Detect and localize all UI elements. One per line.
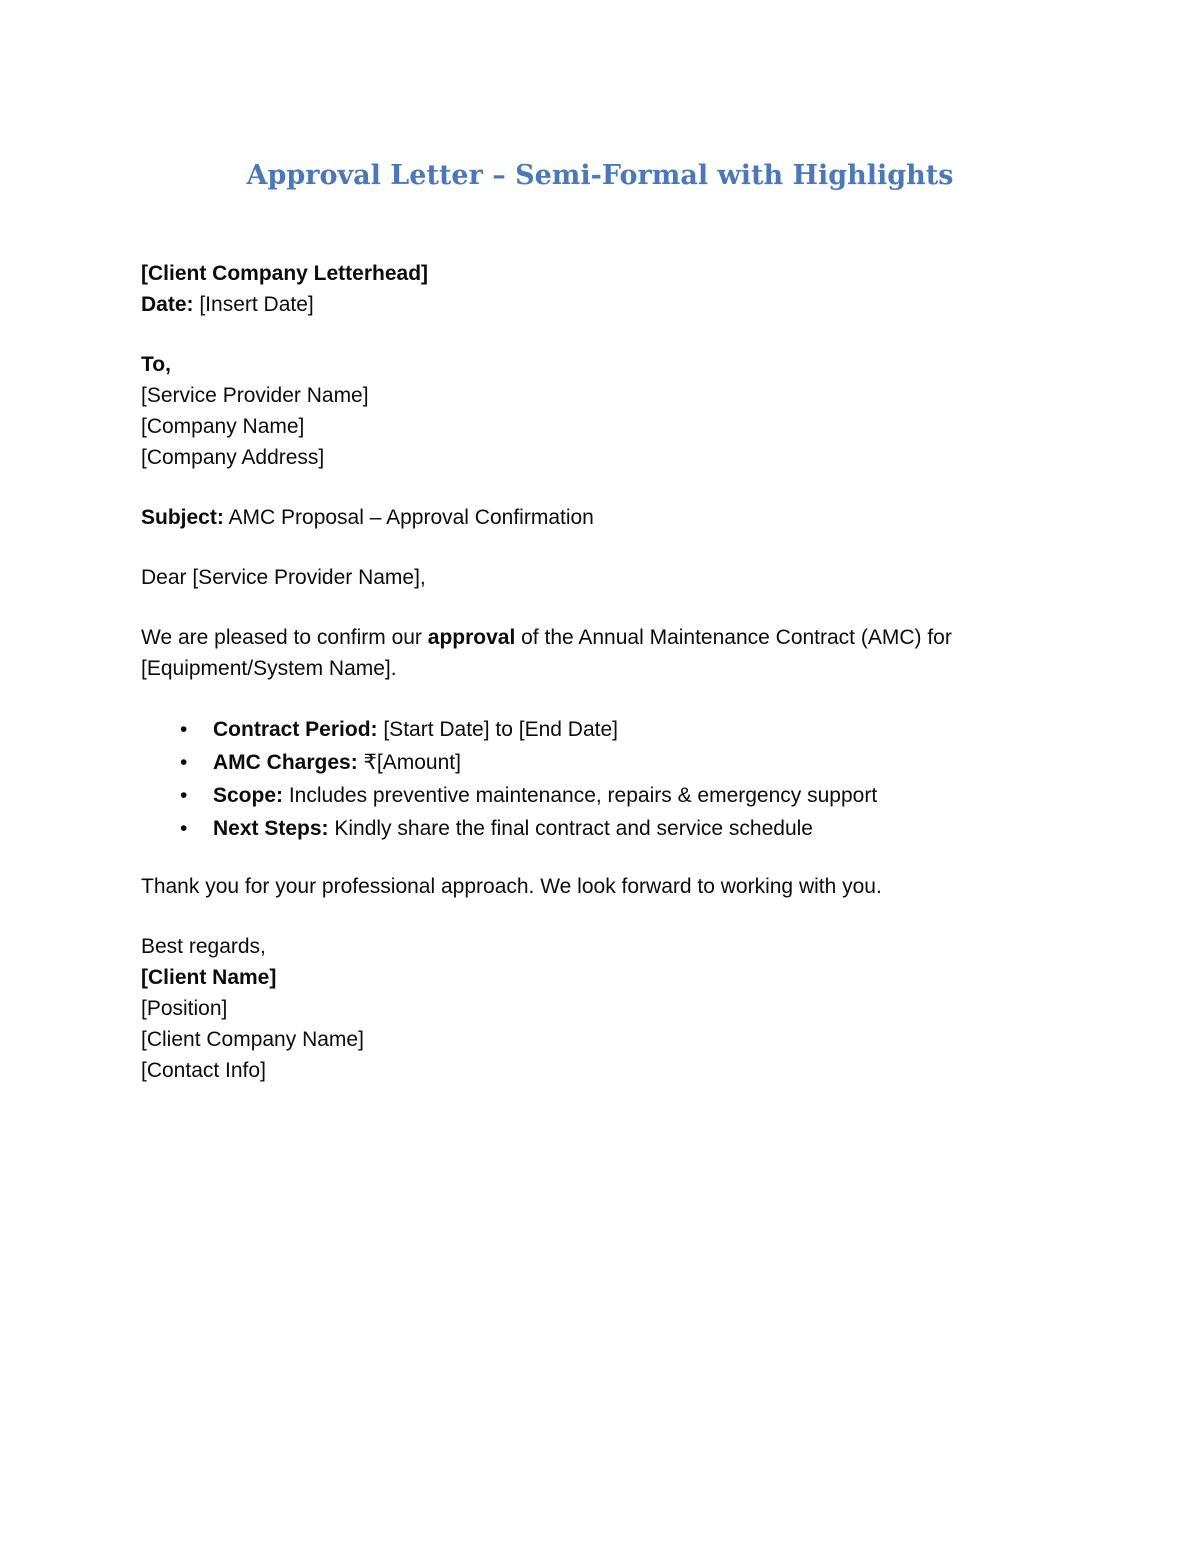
letterhead-line: [Client Company Letterhead] [141, 262, 429, 285]
bullet-dot-icon: • [180, 817, 188, 840]
recipient-name-line: [Service Provider Name] [141, 384, 369, 407]
signature-contact-line: [Contact Info] [141, 1059, 266, 1082]
bullet-scope-text: Includes preventive maintenance, repairs & emergency support [283, 784, 878, 807]
bullet-next-steps [141, 812, 1059, 845]
subject-label: Subject: [141, 506, 224, 529]
subject-value: AMC Proposal – Approval Confirmation [223, 506, 594, 529]
bullet-amc-charges-label: AMC Charges: [213, 751, 358, 774]
to-label: To, [141, 353, 171, 376]
signature-company-line: [Client Company Name] [141, 1028, 364, 1051]
bullet-dot-icon: • [180, 751, 188, 774]
bullet-scope [141, 779, 1059, 812]
recipient-block [141, 349, 1059, 473]
bullet-next-steps-label: Next Steps: [213, 817, 329, 840]
salutation-line: Dear [Service Provider Name], [141, 566, 426, 589]
intro-text-bold: approval [427, 626, 516, 649]
bullet-next-steps-text: Kindly share the final contract and service schedule [328, 817, 813, 840]
closing-paragraph: Thank you for your professional approach. We look forward to working with you. [141, 875, 882, 898]
bullet-dot-icon: • [180, 718, 188, 741]
bullet-contract-period [141, 713, 1059, 746]
signature-block [141, 931, 1059, 1086]
bullet-amc-charges-text: ₹[Amount] [357, 751, 461, 774]
signature-name-line: [Client Name] [141, 966, 277, 989]
terms-bullet-list [141, 713, 1059, 845]
intro-text-after: of the Annual Maintenance Contract (AMC) for [Equipment/System Name]. [141, 626, 952, 680]
bullet-contract-period-text: [Start Date] to [End Date] [377, 718, 618, 741]
bullet-amc-charges [141, 746, 1059, 779]
recipient-address-line: [Company Address] [141, 446, 325, 469]
bullet-dot-icon: • [180, 784, 188, 807]
bullet-contract-period-label: Contract Period: [213, 718, 378, 741]
signature-position-line: [Position] [141, 997, 228, 1020]
recipient-company-line: [Company Name] [141, 415, 305, 438]
regards-line: Best regards, [141, 935, 266, 958]
date-value: [Insert Date] [193, 293, 314, 316]
letterhead-block [141, 258, 1059, 320]
document-title: Approval Letter – Semi-Formal with Highlights [246, 160, 954, 191]
bullet-scope-label: Scope: [213, 784, 284, 807]
intro-paragraph [141, 622, 1059, 684]
date-label: Date: [141, 293, 194, 316]
intro-text-before: We are pleased to confirm our [141, 626, 428, 649]
date-line [141, 289, 1059, 320]
subject-line [141, 502, 1059, 533]
